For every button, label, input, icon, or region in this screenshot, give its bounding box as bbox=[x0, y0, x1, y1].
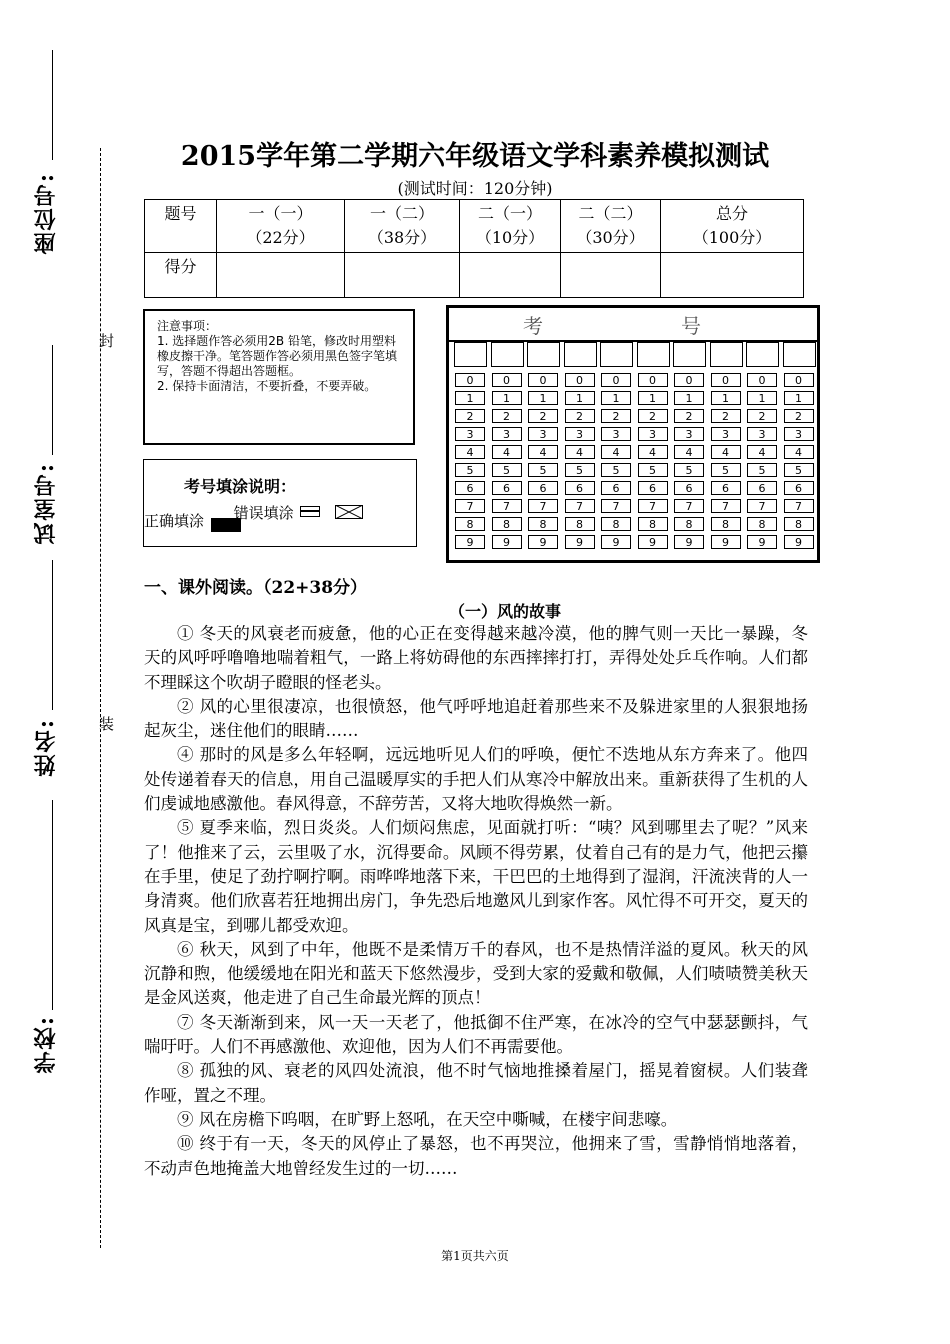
fill-examples bbox=[144, 504, 363, 532]
exam-digit-bubble[interactable]: 0 bbox=[565, 373, 595, 387]
exam-digit-bubble[interactable]: 0 bbox=[601, 373, 631, 387]
fill-instructions-title: 考号填涂说明： bbox=[184, 477, 297, 496]
exam-digit-bubble[interactable]: 7 bbox=[492, 499, 522, 513]
exam-digit-bubble[interactable]: 2 bbox=[711, 409, 741, 423]
exam-digit-bubble[interactable]: 9 bbox=[601, 535, 631, 549]
fill-instructions-box bbox=[143, 459, 417, 547]
correct-fill-label: 正确填涂 bbox=[144, 512, 205, 530]
exam-digit-bubble[interactable]: 0 bbox=[784, 373, 814, 387]
score-row-header: 得分 bbox=[145, 253, 217, 298]
score-col-2: 一（二） （38分） bbox=[345, 200, 460, 253]
score-table bbox=[144, 199, 804, 298]
exam-digit-bubble[interactable]: 8 bbox=[674, 517, 704, 531]
seat-number-label: 座位号: bbox=[33, 172, 59, 255]
exam-digit-bubble[interactable]: 9 bbox=[711, 535, 741, 549]
exam-digit-write-cell[interactable] bbox=[746, 342, 779, 367]
exam-digit-bubble[interactable]: 5 bbox=[601, 463, 631, 477]
exam-digit-bubble[interactable]: 8 bbox=[528, 517, 558, 531]
exam-digit-bubble[interactable]: 3 bbox=[674, 427, 704, 441]
paragraph: ② 风的心里很凄凉，也很愤怒，他气呼呼地追赶着那些来不及躲进家里的人狠狠地扬起灰尘，迷住他们的眼睛…… bbox=[144, 696, 808, 741]
exam-digit-bubble[interactable]: 9 bbox=[528, 535, 558, 549]
exam-digit-bubble[interactable]: 7 bbox=[674, 499, 704, 513]
exam-digit-write-cell[interactable] bbox=[454, 342, 487, 367]
exam-digit-bubble[interactable]: 2 bbox=[784, 409, 814, 423]
exam-digit-bubble[interactable]: 1 bbox=[492, 391, 522, 405]
exam-digit-bubble[interactable]: 6 bbox=[528, 481, 558, 495]
notice-title: 注意事项： bbox=[157, 319, 218, 333]
exam-digit-bubble[interactable]: 5 bbox=[711, 463, 741, 477]
wrong-fill-label: 错误填涂 bbox=[233, 504, 294, 522]
exam-digit-bubble[interactable]: 0 bbox=[492, 373, 522, 387]
exam-digit-bubble[interactable]: 6 bbox=[638, 481, 668, 495]
exam-digit-bubble[interactable]: 3 bbox=[747, 427, 777, 441]
exam-digit-bubble[interactable]: 3 bbox=[565, 427, 595, 441]
section-subheading: （一）风的故事 bbox=[448, 602, 561, 621]
bind-mark: 装 bbox=[99, 715, 115, 733]
exam-digit-column bbox=[454, 342, 487, 553]
exam-digit-write-cell[interactable] bbox=[600, 342, 633, 367]
name-label: 姓名: bbox=[33, 718, 59, 777]
exam-digit-write-cell[interactable] bbox=[527, 342, 560, 367]
exam-digit-bubble[interactable]: 0 bbox=[528, 373, 558, 387]
exam-digit-write-cell[interactable] bbox=[673, 342, 706, 367]
exam-digit-bubble[interactable]: 4 bbox=[492, 445, 522, 459]
exam-digit-bubble[interactable]: 9 bbox=[492, 535, 522, 549]
exam-digit-bubble[interactable]: 2 bbox=[601, 409, 631, 423]
exam-digit-bubble[interactable]: 4 bbox=[638, 445, 668, 459]
exam-digit-bubble[interactable]: 1 bbox=[711, 391, 741, 405]
page-title: 2015学年第二学期六年级语文学科素养模拟测试 bbox=[180, 141, 770, 172]
paragraph: ⑩ 终于有一天，冬天的风停止了暴怒，也不再哭泣，他拥来了雪，雪静悄悄地落着，不动声色地掩盖大地曾经发生过的一切…… bbox=[144, 1134, 808, 1178]
exam-digit-bubble[interactable]: 4 bbox=[784, 445, 814, 459]
exam-digit-column bbox=[710, 342, 743, 553]
exam-digit-bubble[interactable]: 2 bbox=[528, 409, 558, 423]
exam-digit-bubble[interactable]: 8 bbox=[747, 517, 777, 531]
exam-digit-bubble[interactable]: 6 bbox=[747, 481, 777, 495]
exam-digit-bubble[interactable]: 1 bbox=[565, 391, 595, 405]
exam-digit-bubble[interactable]: 8 bbox=[784, 517, 814, 531]
exam-digit-column bbox=[491, 342, 524, 553]
exam-digit-bubble[interactable]: 8 bbox=[455, 517, 485, 531]
exam-digit-bubble[interactable]: 0 bbox=[674, 373, 704, 387]
exam-digit-bubble[interactable]: 3 bbox=[711, 427, 741, 441]
paragraph: ⑨ 风在房檐下呜咽，在旷野上怒吼，在天空中嘶喊，在楼宇间悲嚎。 bbox=[177, 1109, 678, 1129]
score-cell[interactable] bbox=[661, 253, 804, 298]
exam-digit-bubble[interactable]: 6 bbox=[601, 481, 631, 495]
exam-digit-bubble[interactable]: 8 bbox=[711, 517, 741, 531]
wrong-fill-sample-line bbox=[300, 506, 320, 517]
exam-digit-bubble[interactable]: 7 bbox=[711, 499, 741, 513]
exam-digit-bubble[interactable]: 4 bbox=[528, 445, 558, 459]
room-number-label: 试室号: bbox=[33, 462, 59, 545]
score-cell[interactable] bbox=[561, 253, 661, 298]
exam-digit-bubble[interactable]: 5 bbox=[747, 463, 777, 477]
exam-digit-bubble[interactable]: 6 bbox=[565, 481, 595, 495]
paragraph: ⑥ 秋天，风到了中年，他既不是柔情万千的春风，也不是热情洋溢的夏风。秋天的风沉静和煦，他缓缓地在阳光和蓝天下悠然漫步，受到大家的爱戴和敬佩，人们啧啧赞美秋天是金风送爽，他走进了自己生命最光辉的顶点！ bbox=[144, 939, 808, 1008]
exam-digit-bubble[interactable]: 5 bbox=[674, 463, 704, 477]
exam-digit-bubble[interactable]: 3 bbox=[455, 427, 485, 441]
exam-digit-bubble[interactable]: 7 bbox=[565, 499, 595, 513]
test-duration: (测试时间：120分钟) bbox=[397, 179, 553, 198]
exam-digit-bubble[interactable]: 6 bbox=[784, 481, 814, 495]
exam-digit-bubble[interactable]: 2 bbox=[674, 409, 704, 423]
exam-digit-bubble[interactable]: 3 bbox=[784, 427, 814, 441]
question-number-header: 题号 bbox=[145, 200, 217, 253]
exam-digit-bubble[interactable]: 9 bbox=[674, 535, 704, 549]
exam-digit-bubble[interactable]: 7 bbox=[747, 499, 777, 513]
exam-digit-bubble[interactable]: 9 bbox=[565, 535, 595, 549]
exam-digit-bubble[interactable]: 1 bbox=[638, 391, 668, 405]
exam-digit-column bbox=[783, 342, 816, 553]
name-line bbox=[52, 560, 53, 710]
exam-digit-bubble[interactable]: 8 bbox=[601, 517, 631, 531]
score-col-4: 二（二） （30分） bbox=[561, 200, 661, 253]
exam-digit-bubble[interactable]: 1 bbox=[747, 391, 777, 405]
school-line bbox=[52, 800, 53, 1010]
exam-digit-bubble[interactable]: 1 bbox=[601, 391, 631, 405]
exam-digit-bubble[interactable]: 4 bbox=[455, 445, 485, 459]
paragraph: ⑦ 冬天渐渐到来，风一天一天老了，他抵御不住严寒，在冰冷的空气中瑟瑟颤抖，气喘吁吁。人们不再感激他、欢迎他，因为人们不再需要他。 bbox=[144, 1012, 808, 1057]
exam-digit-bubble[interactable]: 9 bbox=[455, 535, 485, 549]
exam-digit-write-cell[interactable] bbox=[783, 342, 816, 367]
exam-digit-column bbox=[564, 342, 597, 553]
exam-digit-bubble[interactable]: 9 bbox=[638, 535, 668, 549]
exam-digit-column bbox=[600, 342, 633, 553]
exam-digit-bubble[interactable]: 1 bbox=[455, 391, 485, 405]
paragraph: ⑧ 孤独的风、衰老的风四处流浪，他不时气恼地推搡着屋门，摇晃着窗棂。人们装聋作哑，置之不理。 bbox=[144, 1061, 808, 1105]
exam-digit-bubble[interactable]: 1 bbox=[674, 391, 704, 405]
reading-passage bbox=[144, 622, 808, 1181]
exam-digit-bubble[interactable]: 4 bbox=[674, 445, 704, 459]
exam-digit-bubble[interactable]: 3 bbox=[638, 427, 668, 441]
exam-digit-bubble[interactable]: 2 bbox=[565, 409, 595, 423]
score-cell[interactable] bbox=[345, 253, 460, 298]
exam-digit-bubble[interactable]: 7 bbox=[601, 499, 631, 513]
exam-digit-bubble[interactable]: 4 bbox=[711, 445, 741, 459]
school-label: 学校: bbox=[33, 1015, 59, 1074]
exam-digit-bubble[interactable]: 3 bbox=[601, 427, 631, 441]
exam-digit-bubble[interactable]: 9 bbox=[784, 535, 814, 549]
exam-digit-column bbox=[527, 342, 560, 553]
score-col-1: 一（一） （22分） bbox=[217, 200, 345, 253]
exam-digit-write-cell[interactable] bbox=[637, 342, 670, 367]
paragraph: ④ 那时的风是多么年轻啊，远远地听见人们的呼唤，便忙不迭地从东方奔来了。他四处传递着春天的信息，用自己温暖厚实的手把人们从寒冷中解放出来。重新获得了生机的人们虔诚地感激他。春风得意，不辞劳苦，又将大地吹得焕然一新。 bbox=[144, 745, 808, 814]
exam-label-a: 考 bbox=[523, 314, 543, 338]
exam-digit-write-cell[interactable] bbox=[491, 342, 524, 367]
section-heading: 一、课外阅读。（22+38分） bbox=[144, 578, 368, 598]
exam-digit-bubble[interactable]: 7 bbox=[455, 499, 485, 513]
exam-digit-bubble[interactable]: 5 bbox=[784, 463, 814, 477]
exam-digit-bubble[interactable]: 0 bbox=[638, 373, 668, 387]
score-col-3: 二（一） （10分） bbox=[460, 200, 561, 253]
paragraph: ① 冬天的风衰老而疲惫，他的心正在变得越来越冷漠，他的脾气则一天比一暴躁，冬天的风呼呼噜噜地喘着粗气，一路上将妨碍他的东西摔摔打打，弄得处处乒乓作响。人们都不理睬这个吹胡子瞪眼的怪老头。 bbox=[144, 624, 808, 692]
page-footer: 第1页共六页 bbox=[441, 1249, 509, 1263]
wrong-fill-sample-cross bbox=[335, 505, 363, 519]
score-col-total: 总分 （100分） bbox=[661, 200, 804, 253]
exam-digit-bubble[interactable]: 2 bbox=[747, 409, 777, 423]
exam-digit-bubble[interactable]: 3 bbox=[492, 427, 522, 441]
exam-digit-bubble[interactable]: 2 bbox=[492, 409, 522, 423]
exam-digit-bubble[interactable]: 7 bbox=[784, 499, 814, 513]
exam-digit-bubble[interactable]: 0 bbox=[455, 373, 485, 387]
notice-item-2: 2. 保持卡面清洁，不要折叠，不要弄破。 bbox=[157, 379, 377, 393]
exam-digit-bubble[interactable]: 8 bbox=[565, 517, 595, 531]
exam-digit-write-cell[interactable] bbox=[564, 342, 597, 367]
seal-mark: 封 bbox=[99, 332, 115, 350]
exam-digit-bubble[interactable]: 6 bbox=[711, 481, 741, 495]
exam-digit-bubble[interactable]: 4 bbox=[601, 445, 631, 459]
exam-digit-column bbox=[637, 342, 670, 553]
exam-digit-bubble[interactable]: 2 bbox=[455, 409, 485, 423]
exam-digit-bubble[interactable]: 7 bbox=[638, 499, 668, 513]
score-cell[interactable] bbox=[217, 253, 345, 298]
exam-digit-bubble[interactable]: 8 bbox=[492, 517, 522, 531]
paragraph: ⑤ 夏季来临，烈日炎炎。人们烦闷焦虑，见面就打听：“咦？风到哪里去了呢？”风来了！他推来了云，云里吸了水，沉得要命。风顾不得劳累，仗着自己有的是力气，他把云攥在手里，使足了劲拧啊拧啊。雨哗哗地落下来，干巴巴的土地得到了湿润，汗流浃背的人一身清爽。他们欣喜若狂地拥出房门，争先恐后地邀风儿到家作客。风忙得不可开交，夏天的风真是宝，到哪儿都受欢迎。 bbox=[144, 818, 808, 935]
exam-digit-bubble[interactable]: 6 bbox=[492, 481, 522, 495]
notice-box bbox=[143, 309, 415, 445]
exam-digit-write-cell[interactable] bbox=[710, 342, 743, 367]
exam-digit-bubble[interactable]: 2 bbox=[638, 409, 668, 423]
exam-digit-bubble[interactable]: 5 bbox=[455, 463, 485, 477]
exam-digit-bubble[interactable]: 4 bbox=[747, 445, 777, 459]
exam-digit-bubble[interactable]: 5 bbox=[492, 463, 522, 477]
exam-digit-bubble[interactable]: 8 bbox=[638, 517, 668, 531]
exam-digit-bubble[interactable]: 9 bbox=[747, 535, 777, 549]
exam-digit-bubble[interactable]: 1 bbox=[784, 391, 814, 405]
exam-number-grid bbox=[446, 305, 820, 563]
exam-digit-bubble[interactable]: 7 bbox=[528, 499, 558, 513]
notice-item-1: 1. 选择题作答必须用2B 铅笔，修改时用塑料橡皮擦干净。笔答题作答必须用黑色签字笔填写，答题不得超出答题框。 bbox=[157, 334, 398, 378]
exam-digit-column bbox=[673, 342, 706, 553]
room-line bbox=[52, 345, 53, 455]
exam-digit-bubble[interactable]: 1 bbox=[528, 391, 558, 405]
exam-digit-bubble[interactable]: 0 bbox=[711, 373, 741, 387]
exam-digit-bubble[interactable]: 3 bbox=[528, 427, 558, 441]
exam-digit-bubble[interactable]: 4 bbox=[565, 445, 595, 459]
score-cell[interactable] bbox=[460, 253, 561, 298]
exam-digit-bubble[interactable]: 5 bbox=[638, 463, 668, 477]
exam-digit-bubble[interactable]: 5 bbox=[565, 463, 595, 477]
binding-dashed-line bbox=[100, 148, 101, 1248]
exam-label-b: 号 bbox=[681, 314, 701, 338]
exam-number-header bbox=[449, 308, 817, 342]
exam-digit-column bbox=[746, 342, 779, 553]
exam-digit-bubble[interactable]: 0 bbox=[747, 373, 777, 387]
exam-digit-bubble[interactable]: 6 bbox=[674, 481, 704, 495]
exam-digit-bubble[interactable]: 5 bbox=[528, 463, 558, 477]
exam-digit-bubble[interactable]: 6 bbox=[455, 481, 485, 495]
